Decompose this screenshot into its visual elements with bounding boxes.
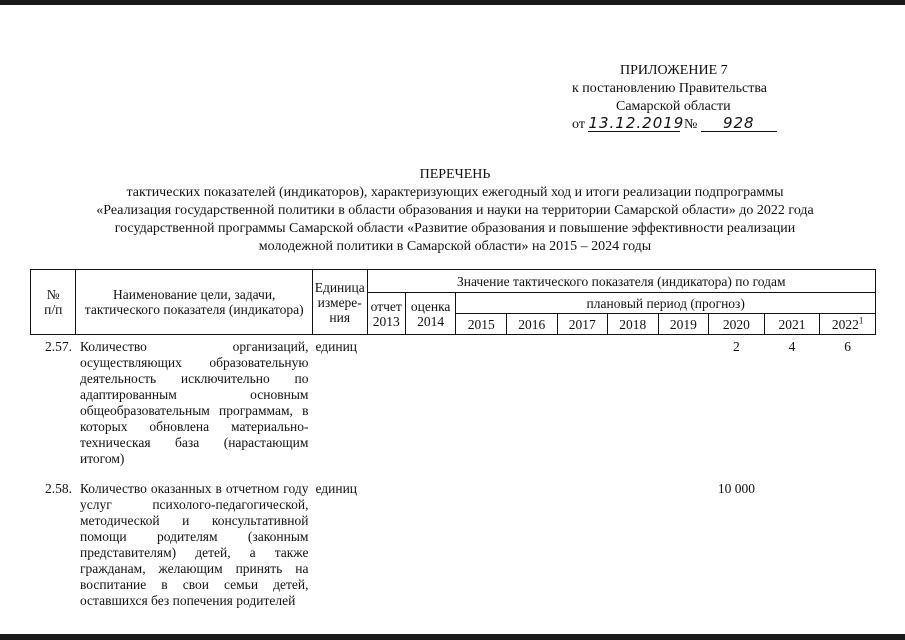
scan-edge-top (0, 0, 905, 5)
header-year: 2021 (764, 314, 820, 335)
header-report-year: 2013 (372, 313, 400, 329)
header-name (76, 270, 312, 335)
header-year: 2015 (456, 314, 507, 335)
header-num-line2: п/п (44, 302, 63, 317)
row-indicator-name: Количество оказанных в отчетном году услуг психолого-педагогической, методической и консультативной помощи родителям (законным представителям) детей, а также гражданам, желающим принять на воспитание в свои семьи детей, оставшихся без попечения родителей (79, 481, 309, 608)
header-year: 2017 (557, 314, 608, 335)
appendix-decree-line: к постановлению Правительства (572, 81, 768, 96)
header-unit (312, 270, 367, 335)
header-unit-line2: измере- (317, 294, 362, 310)
document-heading (60, 166, 850, 256)
row-value-2019 (658, 335, 709, 478)
row-unit: единиц (315, 481, 358, 496)
row-value-2017 (557, 477, 608, 619)
header-num (31, 270, 76, 335)
row-unit: единиц (315, 339, 358, 354)
heading-line-3: государственной программы Самарской области «Развитие образования и повышение эффективности реализации (114, 221, 796, 236)
header-plan-group: плановый период (прогноз) (456, 293, 876, 314)
header-year-2022 (820, 314, 876, 335)
row-value-2019 (658, 477, 709, 619)
indicators-table (30, 269, 876, 619)
row-value-2020: 10 000 (717, 481, 755, 496)
row-value-2015 (456, 477, 507, 619)
header-report (367, 293, 405, 335)
header-estimate-year: 2014 (417, 313, 445, 329)
number-label: № (683, 117, 698, 132)
row-value-2018 (608, 335, 659, 478)
row-value-2020: 2 (733, 339, 740, 354)
header-estimate (405, 293, 456, 335)
row-value-report (367, 335, 405, 478)
row-value-2015 (456, 335, 507, 478)
header-unit-line1: Единица (314, 279, 365, 295)
heading-line-1: тактических показателей (индикаторов), характеризующих ежегодный ход и итоги реализации подпрограммы (126, 185, 784, 200)
from-label: от (572, 117, 585, 132)
scan-edge-bottom (0, 634, 905, 640)
handwritten-number: 928 (701, 116, 777, 132)
row-value-report (367, 477, 405, 619)
header-num-line1: № (46, 287, 60, 302)
header-year-value: 2022 (831, 316, 859, 332)
header-unit-line3: ния (329, 309, 351, 325)
header-report-label: отчет (370, 298, 402, 314)
header-values-group: Значение тактического показателя (индикатора) по годам (367, 270, 875, 293)
table-row (31, 335, 876, 478)
heading-line-4: молодежной политики в Самарской области» на 2015 – 2024 годы (258, 239, 652, 254)
header-year: 2020 (709, 314, 765, 335)
row-number: 2.57. (44, 339, 72, 354)
row-number: 2.58. (44, 481, 72, 496)
appendix-block (560, 62, 800, 134)
row-value-2021 (764, 477, 820, 619)
header-year: 2018 (608, 314, 659, 335)
row-value-2016 (506, 477, 557, 619)
handwritten-date: 13.12.2019 (588, 114, 685, 132)
appendix-region-line: Самарской области (616, 99, 731, 114)
header-year: 2019 (658, 314, 709, 335)
row-value-2017 (557, 335, 608, 478)
row-value-2021: 4 (788, 339, 796, 354)
heading-line-2: «Реализация государственной политики в области образования и науки на территории Самарской области» до 2022 года (96, 203, 814, 218)
row-value-2022: 6 (844, 339, 851, 354)
row-value-estimate (405, 477, 456, 619)
row-value-2018 (608, 477, 659, 619)
row-value-2016 (506, 335, 557, 478)
table-row (31, 477, 876, 619)
appendix-date-number-line (560, 116, 800, 134)
row-indicator-name: Количество организаций, осуществляющих образовательную деятельность исключительно по адаптированным основным общеобразовательным программам, в которых обновлена материально-техническая база (нарастающим итогом) (79, 339, 309, 466)
footnote-marker: 1 (858, 315, 864, 325)
header-year: 2016 (506, 314, 557, 335)
header-name-line2: тактического показателя (индикатора) (84, 302, 304, 317)
heading-title: ПЕРЕЧЕНЬ (419, 167, 491, 182)
appendix-title: ПРИЛОЖЕНИЕ 7 (620, 63, 728, 78)
row-value-estimate (405, 335, 456, 478)
row-value-2022 (820, 477, 876, 619)
header-name-line1: Наименование цели, задачи, (112, 287, 276, 302)
header-estimate-label: оценка (410, 298, 451, 314)
